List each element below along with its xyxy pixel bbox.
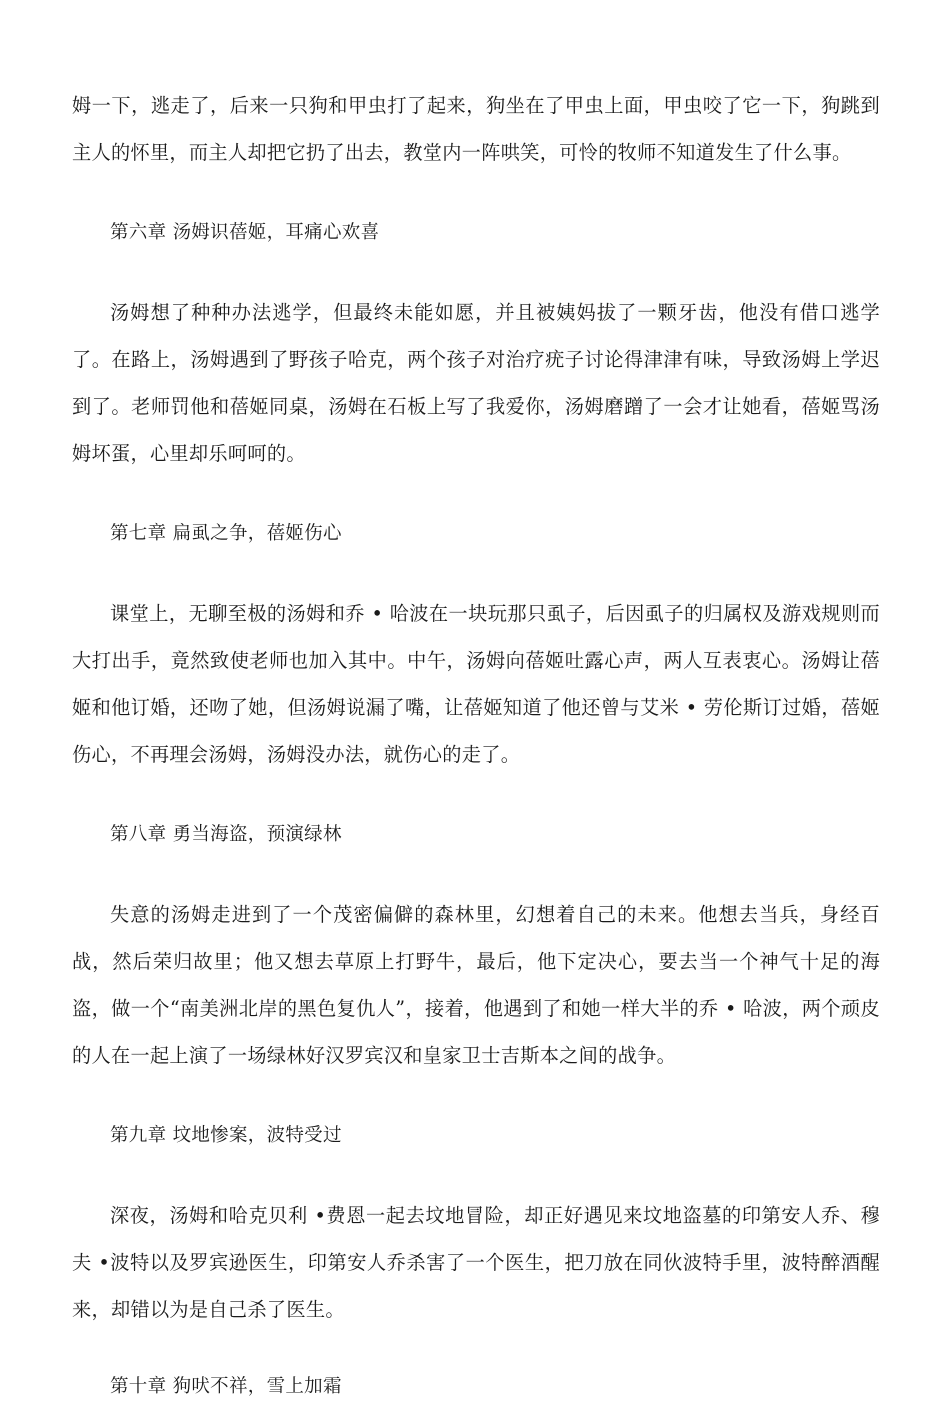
paragraph-chapter-8: 失意的汤姆走进到了一个茂密偏僻的森林里，幻想着自己的未来。他想去当兵，身经百战，然后荣归故里；他又想去草原上打野牛，最后，他下定决心，要去当一个神气十足的海盗，做一个“南美洲北岸的黑色复仇人”，接着，他遇到了和她一样大半的乔 • 哈波，两个顽皮的人在一起上演了一场绿林好汉罗宾汉和皇家卫士吉斯本之间的战争。 — [72, 903, 880, 1067]
document-page — [72, 82, 880, 1410]
heading-chapter-6: 第六章 汤姆识蓓姬，耳痛心欢喜 — [110, 222, 380, 243]
heading-chapter-7: 第七章 扁虱之争，蓓姬伤心 — [110, 523, 342, 544]
spacer — [72, 256, 880, 289]
paragraph-chapter-9: 深夜，汤姆和哈克贝利 •费恩一起去坟地冒险，却正好遇见来坟地盗墓的印第安人乔、穆夫 •波特以及罗宾逊医生，印第安人乔杀害了一个医生，把刀放在同伙波特手里，波特醉酒醒来，却错以为是自己杀了医生。 — [72, 1204, 880, 1321]
heading-chapter-9: 第九章 坟地惨案，波特受过 — [110, 1125, 342, 1146]
spacer — [72, 1333, 880, 1363]
paragraph-chapter-6: 汤姆想了种种办法逃学，但最终未能如愿，并且被姨妈拔了一颗牙齿，他没有借口逃学了。在路上，汤姆遇到了野孩子哈克，两个孩子对治疗疣子讨论得津津有味，导致汤姆上学迟到了。老师罚他和蓓姬同桌，汤姆在石板上写了我爱你，汤姆磨蹭了一会才让她看，蓓姬骂汤姆坏蛋，心里却乐呵呵的。 — [72, 301, 880, 465]
spacer — [72, 557, 880, 590]
heading-chapter-10: 第十章 狗吠不祥，雪上加霜 — [110, 1376, 342, 1397]
spacer — [72, 176, 880, 209]
spacer — [72, 858, 880, 891]
spacer — [72, 1079, 880, 1112]
spacer — [72, 778, 880, 811]
spacer — [72, 477, 880, 510]
paragraph-chapter5-end: 姆一下，逃走了，后来一只狗和甲虫打了起来，狗坐在了甲虫上面，甲虫咬了它一下，狗跳到主人的怀里，而主人却把它扔了出去，教堂内一阵哄笑，可怜的牧师不知道发生了什么事。 — [72, 94, 880, 164]
paragraph-chapter-7: 课堂上，无聊至极的汤姆和乔 • 哈波在一块玩那只虱子，后因虱子的归属权及游戏规则而大打出手，竟然致使老师也加入其中。中午，汤姆向蓓姬吐露心声，两人互表衷心。汤姆让蓓姬和他订婚，还吻了她，但汤姆说漏了嘴，让蓓姬知道了他还曾与艾米 • 劳伦斯订过婚，蓓姬伤心，不再理会汤姆，汤姆没办法，就伤心的走了。 — [72, 602, 880, 766]
spacer — [72, 1159, 880, 1192]
heading-chapter-8: 第八章 勇当海盗，预演绿林 — [110, 824, 342, 845]
